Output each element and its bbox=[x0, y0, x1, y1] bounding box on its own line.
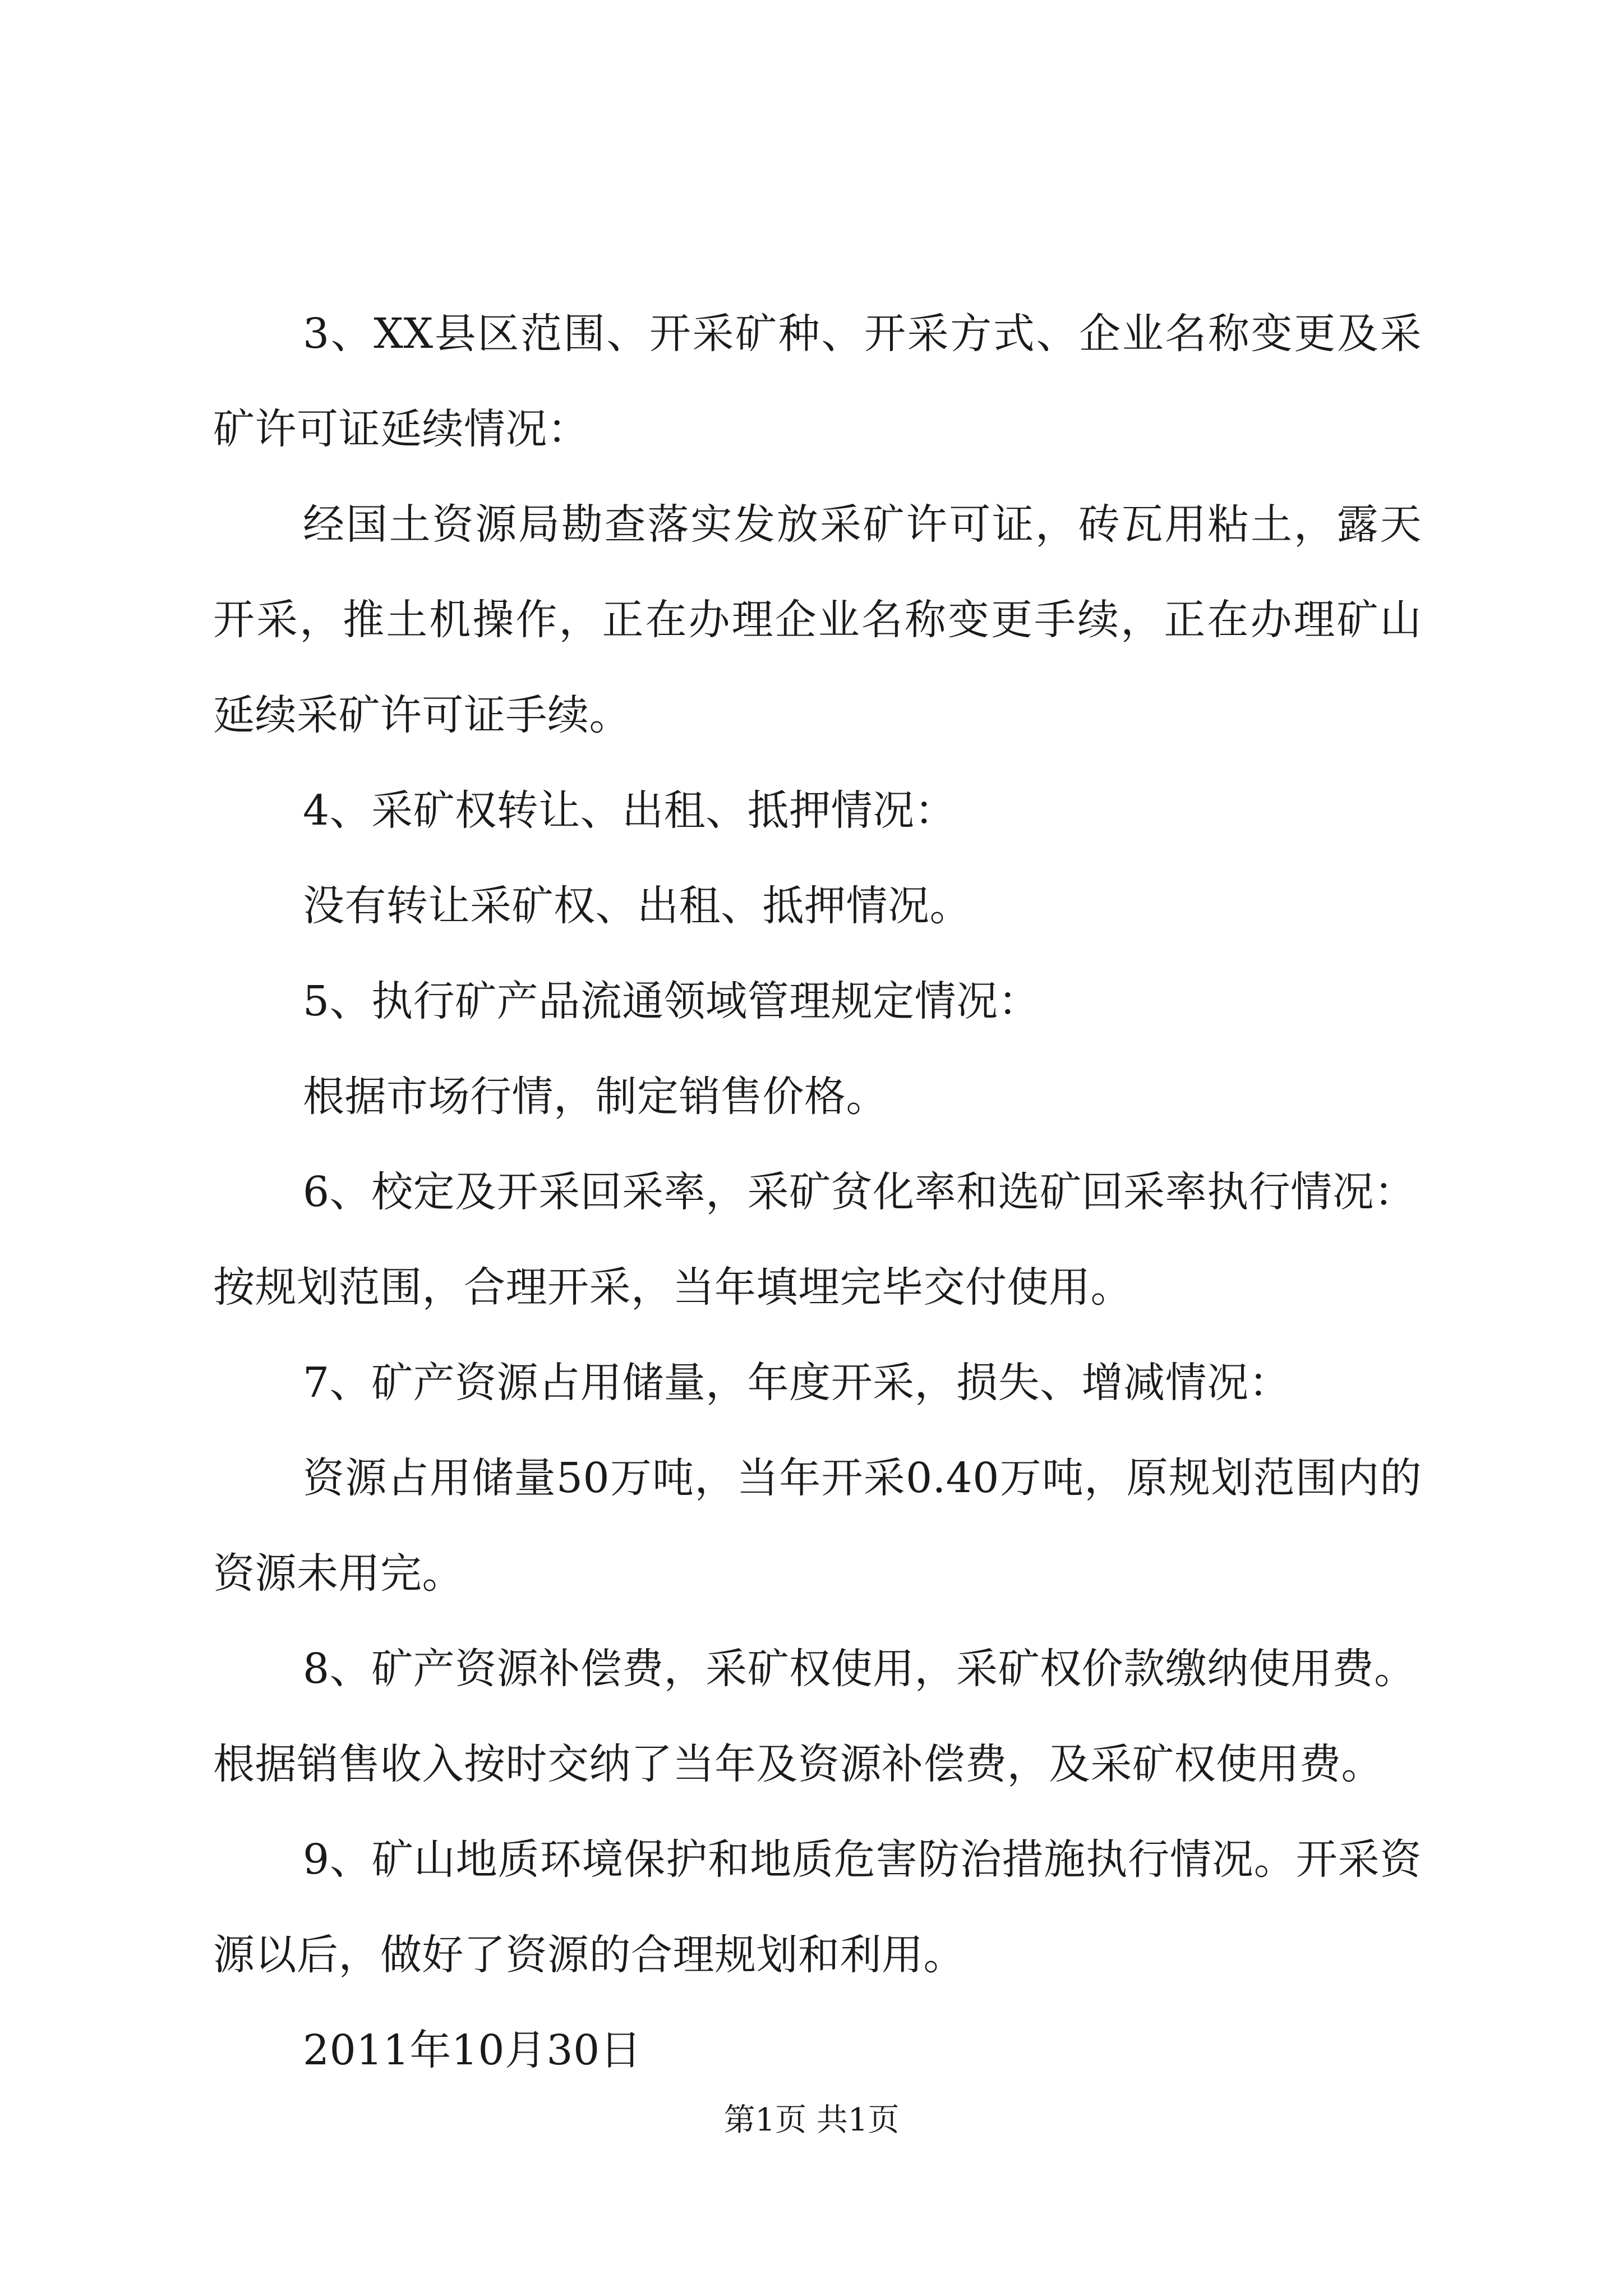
page-number-label: 第1页 共1页 bbox=[723, 2102, 900, 2138]
paragraph-item-8-body: 根据销售收入按时交纳了当年及资源补偿费，及采矿权使用费。 bbox=[213, 1740, 1383, 1788]
document-body bbox=[213, 286, 1422, 2098]
paragraph-item-8-heading: 8、矿产资源补偿费，采矿权使用，采矿权价款缴纳使用费。 bbox=[303, 1645, 1416, 1693]
paragraph-item-3-heading: 3、XX县区范围、开采矿种、开采方式、企业名称变更及采矿许可证延续情况： bbox=[213, 310, 1422, 453]
page-footer bbox=[0, 2098, 1623, 2143]
document-date: 2011年10月30日 bbox=[303, 2026, 642, 2074]
paragraph-item-4-body: 没有转让采矿权、出租、抵押情况。 bbox=[303, 882, 971, 930]
paragraph-item-9: 9、矿山地质环境保护和地质危害防治措施执行情况。开采资源以后，做好了资源的合理规划和利用。 bbox=[213, 1835, 1422, 1979]
paragraph-item-6-body: 按规划范围，合理开采，当年填埋完毕交付使用。 bbox=[213, 1263, 1132, 1312]
paragraph-item-5-heading: 5、执行矿产品流通领域管理规定情况： bbox=[303, 977, 1040, 1025]
paragraph-item-6-heading: 6、校定及开采回采率，采矿贫化率和选矿回采率执行情况： bbox=[303, 1168, 1416, 1216]
paragraph-item-5-body: 根据市场行情，制定销售价格。 bbox=[303, 1073, 888, 1121]
paragraph-item-7-body: 资源占用储量50万吨，当年开采0.40万吨，原规划范围内的资源未用完。 bbox=[213, 1454, 1422, 1598]
paragraph-item-4-heading: 4、采矿权转让、出租、抵押情况： bbox=[303, 786, 957, 835]
paragraph-item-7-heading: 7、矿产资源占用储量，年度开采，损失、增减情况： bbox=[303, 1359, 1291, 1407]
paragraph-item-3-body: 经国土资源局勘查落实发放采矿许可证，砖瓦用粘土，露天开采，推土机操作，正在办理企业名称变更手续，正在办理矿山延续采矿许可证手续。 bbox=[213, 500, 1422, 739]
